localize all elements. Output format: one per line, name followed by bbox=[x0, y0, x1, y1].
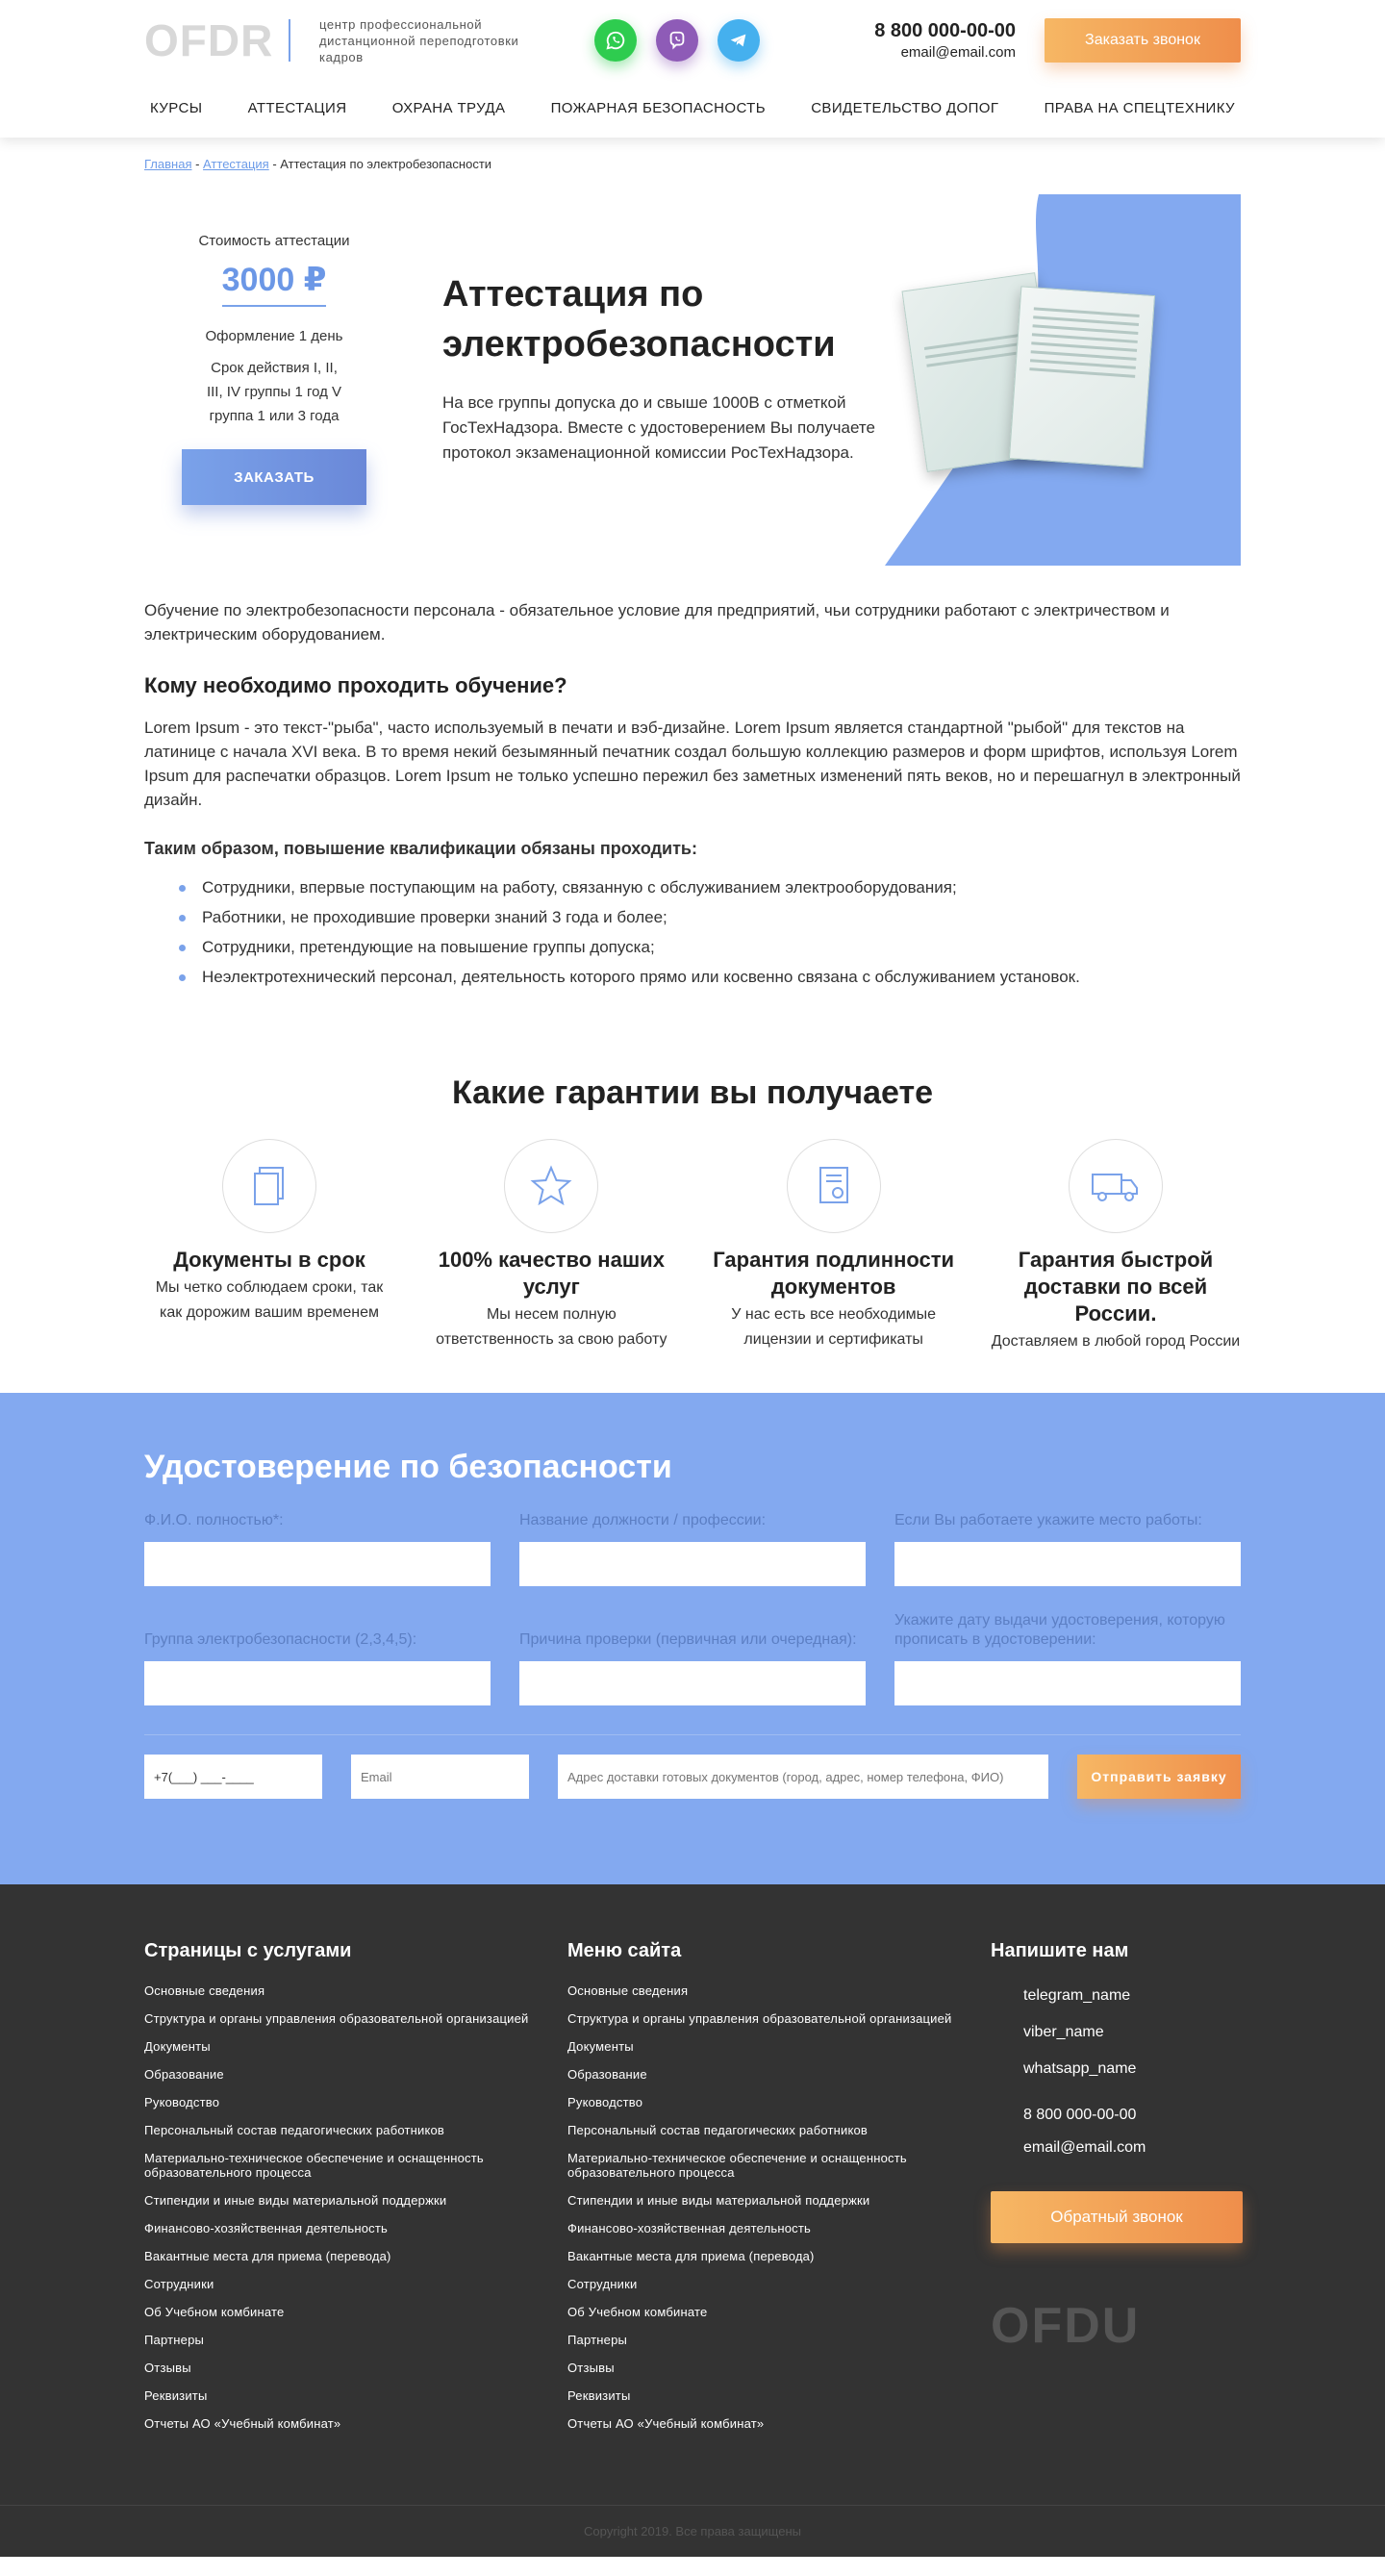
footer-link[interactable]: Руководство bbox=[567, 2095, 643, 2109]
whatsapp-icon[interactable] bbox=[594, 19, 637, 62]
nav-item-fire-safety[interactable]: ПОЖАРНАЯ БЕЗОПАСНОСТЬ bbox=[550, 99, 766, 116]
footer-links bbox=[567, 1983, 991, 2431]
footer-link[interactable]: Партнеры bbox=[144, 2333, 205, 2347]
logo[interactable]: OFDR bbox=[144, 15, 274, 65]
guarantee-text: Доставляем в любой город России bbox=[991, 1333, 1241, 1350]
footer-link[interactable]: Персональный состав педагогических работников bbox=[144, 2123, 445, 2137]
footer-column-title: Напишите нам bbox=[991, 1940, 1129, 1961]
phone-input[interactable] bbox=[144, 1755, 322, 1799]
footer-contacts-column bbox=[991, 1940, 1241, 2444]
main-content bbox=[144, 157, 1241, 1354]
header-contacts bbox=[874, 20, 1016, 61]
requirements-list bbox=[144, 872, 1241, 992]
guarantees-row bbox=[144, 1139, 1241, 1354]
nav-item-special-equipment[interactable]: ПРАВА НА СПЕЦТЕХНИКУ bbox=[1044, 99, 1235, 116]
breadcrumb-current: Аттестация по электробезопасности bbox=[280, 157, 492, 171]
guarantees-title: Какие гарантии вы получаете bbox=[451, 1074, 934, 1111]
footer-logo[interactable]: OFDU bbox=[991, 2298, 1141, 2354]
main-nav bbox=[144, 81, 1241, 135]
guarantee-heading: 100% качество наших услуг bbox=[438, 1248, 665, 1299]
footer-link[interactable]: Документы bbox=[144, 2039, 211, 2054]
position-input[interactable] bbox=[519, 1542, 866, 1586]
address-input[interactable] bbox=[558, 1755, 1048, 1799]
guarantee-text: У нас есть все необходимые лицензии и сертификаты bbox=[731, 1306, 937, 1348]
field-label: Укажите дату выдачи удостоверения, которую прописать в удостоверении: bbox=[894, 1612, 1225, 1648]
footer-link[interactable]: Образование bbox=[567, 2067, 647, 2082]
footer-link[interactable]: Персональный состав педагогических работников bbox=[567, 2123, 869, 2137]
workplace-input[interactable] bbox=[894, 1542, 1241, 1586]
guarantee-item bbox=[991, 1139, 1241, 1354]
breadcrumb-home[interactable]: Главная bbox=[144, 157, 192, 171]
social-links bbox=[594, 19, 760, 62]
who-text: Lorem Ipsum - это текст-"рыба", часто используемый в печати и вэб-дизайне. Lorem Ipsum является стандартной "рыбой" для текстов на латинице с начала XVI века. В то время некий безымянный печатник создал большую коллекцию размеров и форм шрифтов, используя Lorem Ipsum для распечатки образцов. Lorem Ipsum не только успешно пережил без заметных изменений пять веков, но и перешагнул в электронный дизайн. bbox=[144, 719, 1241, 809]
footer-link[interactable]: Финансово-хозяйственная деятельность bbox=[144, 2221, 388, 2235]
form-title: Удостоверение по безопасности bbox=[144, 1449, 672, 1485]
validity-term: Срок действия I, II, III, IV группы 1 год V группа 1 или 3 года bbox=[206, 360, 342, 424]
footer-link[interactable]: Стипендии и иные виды материальной поддержки bbox=[567, 2193, 870, 2208]
footer-link[interactable]: Реквизиты bbox=[567, 2388, 631, 2403]
field-label: Причина проверки (первичная или очередная): bbox=[519, 1631, 857, 1648]
footer-link[interactable]: Структура и органы управления образовательной организацией bbox=[567, 2011, 952, 2026]
footer-column-title: Меню сайта bbox=[567, 1940, 682, 1961]
page-title: Аттестация по электробезопасности bbox=[442, 274, 836, 365]
guarantee-text: Мы четко соблюдаем сроки, так как дорожим вашим временем bbox=[155, 1279, 384, 1321]
logo-divider bbox=[289, 19, 290, 62]
footer-links bbox=[144, 1983, 567, 2431]
footer-link[interactable]: Структура и органы управления образовательной организацией bbox=[144, 2011, 529, 2026]
list-item: Неэлектротехнический персонал, деятельность которого прямо или косвенно связана с обслуживанием установок. bbox=[202, 962, 1241, 992]
certificate-front bbox=[1009, 286, 1155, 467]
site-footer bbox=[0, 1884, 1385, 2557]
footer-link[interactable]: Реквизиты bbox=[144, 2388, 208, 2403]
price-value: 3000 ₽ bbox=[222, 261, 327, 307]
field-label: Ф.И.О. полностью*: bbox=[144, 1512, 284, 1528]
breadcrumb-separator: - bbox=[191, 157, 204, 171]
footer-whatsapp[interactable]: whatsapp_name bbox=[1023, 2060, 1137, 2077]
viber-icon[interactable] bbox=[656, 19, 698, 62]
header-email[interactable]: email@email.com bbox=[900, 44, 1016, 61]
document-icon bbox=[222, 1139, 316, 1233]
nav-item-dopog[interactable]: СВИДЕТЕЛЬСТВО ДОПОГ bbox=[811, 99, 999, 116]
who-title: Кому необходимо проходить обучение? bbox=[144, 673, 567, 697]
hero-description: На все группы допуска до и свыше 1000В с отметкой ГосТехНадзора. Вместе с удостоверением Вы получаете протокол экзаменационной комиссии РосТехНадзора. bbox=[442, 393, 875, 462]
nav-item-attestation[interactable]: АТТЕСТАЦИЯ bbox=[247, 99, 347, 116]
star-icon bbox=[504, 1139, 598, 1233]
price-card bbox=[144, 194, 404, 566]
footer-services-column bbox=[144, 1940, 567, 2444]
footer-link[interactable]: Отчеты АО «Учебный комбинат» bbox=[144, 2416, 341, 2431]
guarantee-heading: Гарантия быстрой доставки по всей России. bbox=[1018, 1248, 1214, 1326]
list-item: Работники, не проходившие проверки знаний 3 года и более; bbox=[202, 902, 1241, 932]
email-input[interactable] bbox=[351, 1755, 529, 1799]
site-header bbox=[0, 0, 1385, 138]
nav-item-courses[interactable]: КУРСЫ bbox=[150, 99, 203, 116]
full-name-input[interactable] bbox=[144, 1542, 491, 1586]
footer-link[interactable]: Руководство bbox=[144, 2095, 220, 2109]
issue-date-input[interactable] bbox=[894, 1661, 1241, 1705]
guarantee-heading: Гарантия подлинности документов bbox=[713, 1248, 955, 1299]
hero-text bbox=[442, 194, 875, 566]
footer-link[interactable]: Отчеты АО «Учебный комбинат» bbox=[567, 2416, 765, 2431]
certificate-illustration bbox=[885, 194, 1241, 566]
processing-time: Оформление 1 день bbox=[205, 328, 343, 344]
footer-phone[interactable]: 8 800 000-00-00 bbox=[1023, 2107, 1137, 2123]
list-title: Таким образом, повышение квалификации обязаны проходить: bbox=[144, 839, 697, 858]
callback-button[interactable]: Обратный звонок bbox=[991, 2191, 1243, 2243]
guarantee-item bbox=[144, 1139, 394, 1354]
form-divider bbox=[144, 1734, 1241, 1735]
guarantee-heading: Документы в срок bbox=[173, 1248, 365, 1272]
request-form-section bbox=[0, 1393, 1385, 1884]
footer-link[interactable]: Основные сведения bbox=[144, 1983, 265, 1998]
footer-link[interactable]: Вакантные места для приема (перевода) bbox=[144, 2249, 391, 2263]
footer-email[interactable]: email@email.com bbox=[1023, 2139, 1146, 2156]
header-phone[interactable]: 8 800 000-00-00 bbox=[874, 20, 1016, 41]
footer-link[interactable]: Сотрудники bbox=[567, 2277, 638, 2291]
footer-telegram[interactable]: telegram_name bbox=[1023, 1987, 1131, 2004]
field-label: Группа электробезопасности (2,3,4,5): bbox=[144, 1631, 417, 1648]
footer-link[interactable]: Отзывы bbox=[567, 2361, 615, 2375]
footer-link[interactable]: Вакантные места для приема (перевода) bbox=[567, 2249, 815, 2263]
tagline: центр профессиональной дистанционной переподготовки кадров bbox=[319, 16, 519, 64]
footer-link[interactable]: Образование bbox=[144, 2067, 224, 2082]
footer-link[interactable]: Стипендии и иные виды материальной поддержки bbox=[144, 2193, 447, 2208]
footer-link[interactable]: Об Учебном комбинате bbox=[144, 2305, 285, 2319]
footer-link[interactable]: Материально-техническое обеспечение и оснащенность образовательного процесса bbox=[567, 2151, 907, 2180]
footer-viber[interactable]: viber_name bbox=[1023, 2024, 1104, 2040]
list-item: Сотрудники, претендующие на повышение группы допуска; bbox=[202, 932, 1241, 962]
nav-item-labor-safety[interactable]: ОХРАНА ТРУДА bbox=[391, 99, 506, 116]
order-call-button[interactable]: Заказать звонок bbox=[1045, 18, 1241, 63]
footer-link[interactable]: Сотрудники bbox=[144, 2277, 214, 2291]
footer-link[interactable]: Финансово-хозяйственная деятельность bbox=[567, 2221, 811, 2235]
footer-link[interactable]: Материально-техническое обеспечение и оснащенность образовательного процесса bbox=[144, 2151, 484, 2180]
telegram-icon[interactable] bbox=[718, 19, 760, 62]
footer-link[interactable]: Основные сведения bbox=[567, 1983, 689, 1998]
breadcrumb-section[interactable]: Аттестация bbox=[203, 157, 269, 171]
safety-group-input[interactable] bbox=[144, 1661, 491, 1705]
footer-link[interactable]: Отзывы bbox=[144, 2361, 191, 2375]
guarantee-item bbox=[709, 1139, 959, 1354]
order-button[interactable]: ЗАКАЗАТЬ bbox=[182, 449, 366, 505]
footer-link[interactable]: Документы bbox=[567, 2039, 634, 2054]
footer-menu-column bbox=[567, 1940, 991, 2444]
footer-link[interactable]: Партнеры bbox=[567, 2333, 628, 2347]
guarantee-item bbox=[426, 1139, 676, 1354]
intro-text: Обучение по электробезопасности персонала - обязательное условие для предприятий, чьи сотрудники работают с электричеством и электрическим оборудованием. bbox=[144, 601, 1170, 644]
submit-request-button[interactable]: Отправить заявку bbox=[1077, 1755, 1241, 1799]
hero-section bbox=[144, 194, 1241, 566]
breadcrumb-separator: - bbox=[268, 157, 281, 171]
copyright: Copyright 2019. Все права защищены bbox=[0, 2505, 1385, 2557]
list-item: Сотрудники, впервые поступающим на работу, связанную с обслуживанием электрооборудования; bbox=[202, 872, 1241, 902]
footer-column-title: Страницы с услугами bbox=[144, 1940, 352, 1961]
field-label: Если Вы работаете укажите место работы: bbox=[894, 1512, 1202, 1528]
check-reason-input[interactable] bbox=[519, 1661, 866, 1705]
price-label: Стоимость аттестации bbox=[198, 233, 350, 249]
certificate-icon bbox=[787, 1139, 881, 1233]
footer-link[interactable]: Об Учебном комбинате bbox=[567, 2305, 708, 2319]
truck-icon bbox=[1069, 1139, 1163, 1233]
field-label: Название должности / профессии: bbox=[519, 1512, 767, 1528]
breadcrumb bbox=[144, 157, 1241, 171]
guarantee-text: Мы несем полную ответственность за свою работу bbox=[436, 1306, 667, 1348]
